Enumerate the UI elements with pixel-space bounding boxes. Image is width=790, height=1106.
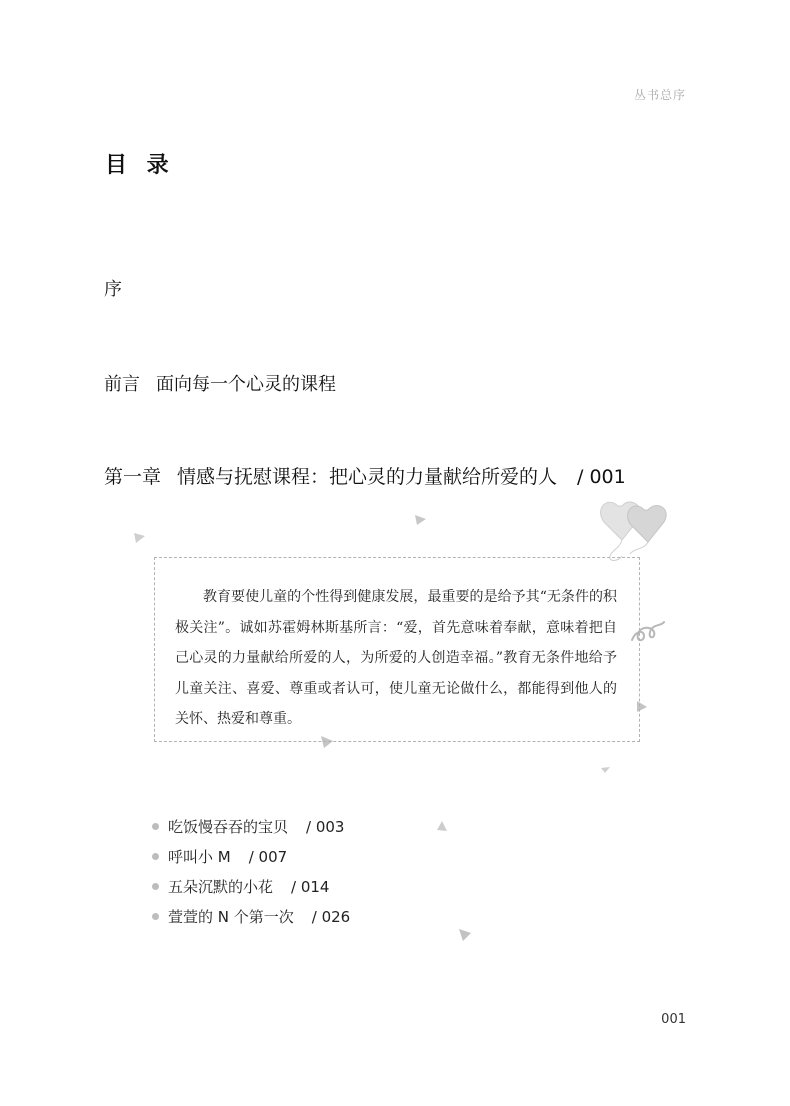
section-page: / 026 (311, 908, 351, 926)
toc-entry-foreword[interactable] (104, 370, 336, 396)
chapter-1-title: 情感与抚慰课程：把心灵的力量献给所爱的人 (177, 466, 558, 488)
section-item[interactable] (152, 906, 350, 936)
preface-title: 序 (104, 279, 122, 300)
chapter-1-page: / 001 (577, 466, 626, 488)
bullet-icon (152, 853, 159, 860)
chapter-1-label: 第一章 (104, 466, 162, 488)
toc-entry-preface[interactable] (104, 275, 122, 301)
triangle-confetti-icon (601, 766, 611, 774)
section-page: / 014 (291, 878, 330, 896)
section-item[interactable] (152, 846, 350, 876)
triangle-confetti-icon (436, 820, 448, 832)
section-title: 呼叫小 M (168, 848, 231, 866)
triangle-confetti-icon (458, 928, 472, 942)
foreword-label: 前言 (104, 374, 140, 395)
triangle-confetti-icon (413, 513, 427, 527)
quote-box (154, 557, 640, 742)
section-title: 萱萱的 N 个第一次 (168, 908, 294, 926)
page-number: 001 (661, 1012, 686, 1027)
section-title: 五朵沉默的小花 (168, 878, 274, 896)
foreword-title: 面向每一个心灵的课程 (156, 374, 336, 395)
bullet-icon (152, 883, 159, 890)
quote-text: 教育要使儿童的个性得到健康发展，最重要的是给予其“无条件的积极关注”。诚如苏霍姆林斯基所言：“爱，首先意味着奉献，意味着把自己心灵的力量献给所爱的人，为所爱的人创造幸福。”教育无条件地给予儿童关注、喜爱、尊重或者认可，使儿童无论做什么，都能得到他人的关怀、热爱和尊重。 (175, 589, 617, 727)
toc-entry-chapter-1[interactable] (104, 462, 626, 489)
section-title: 吃饭慢吞吞的宝贝 (168, 818, 289, 836)
section-page: / 007 (248, 848, 288, 866)
section-item[interactable] (152, 816, 350, 846)
running-head: 丛书总序 (633, 88, 686, 102)
section-page: / 003 (306, 818, 345, 836)
bullet-icon (152, 913, 159, 920)
section-list (152, 816, 350, 936)
triangle-confetti-icon (133, 531, 147, 545)
bullet-icon (152, 823, 159, 830)
page-title: 目 录 (105, 153, 175, 178)
section-item[interactable] (152, 876, 350, 906)
